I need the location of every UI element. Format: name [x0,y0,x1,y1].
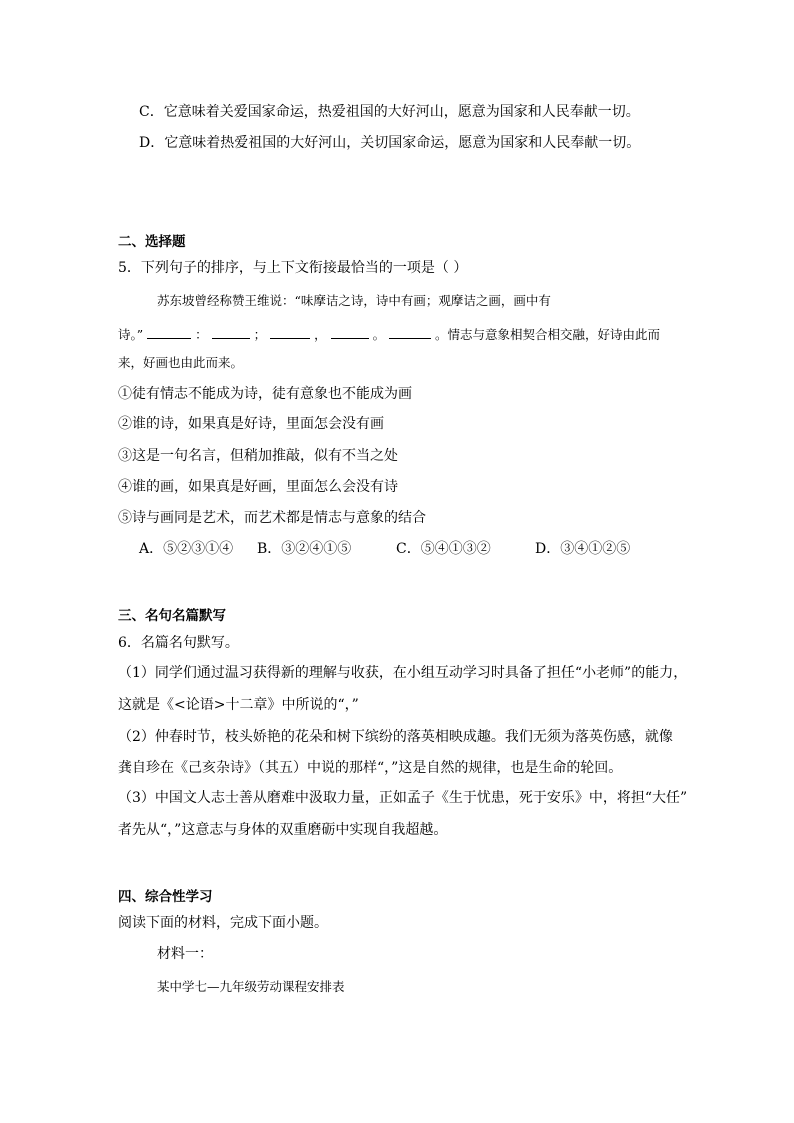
question-5: 5．下列句子的排序，与上下文衔接最恰当的一项是（ ） [118,260,468,276]
separator-period: 。 [372,327,386,342]
answer-blank-2[interactable] [212,324,250,339]
sentence-item-3: ③这是一句名言，但稍加推敲，似有不当之处 [118,448,398,464]
sentence-item-5: ⑤诗与画同是艺术，而艺术都是情志与意象的结合 [118,510,426,526]
passage-line-1: 苏东坡曾经称赞王维说：“味摩诘之诗，诗中有画；观摩诘之画，画中有 [157,293,551,308]
option-d: D．它意味着热爱祖国的大好河山，关切国家命运，愿意为国家和人民奉献一切。 [139,135,641,151]
passage-line-2 [118,324,660,344]
recitation-3-line-2: 者先从“，”这意志与身体的双重磨砺中实现自我超越。 [118,822,448,838]
answer-blank-4[interactable] [331,324,369,339]
answer-blank-1[interactable] [147,324,191,339]
choice-a[interactable]: A．⑤②③①④ [139,541,234,557]
separator-comma: ， [314,327,327,342]
passage-line-2-end: 。情志与意象相契合相交融，好诗由此而 [435,327,661,342]
sentence-item-1: ①徒有情志不能成为诗，徒有意象也不能成为画 [118,386,412,402]
choice-c[interactable]: C．⑤④①③② [396,541,491,557]
material-label: 材料一： [157,946,213,962]
answer-blank-3[interactable] [270,324,310,339]
recitation-2-line-2: 龚自珍在《己亥杂诗》（其五）中说的那样“，”这是自然的规律，也是生命的轮回。 [118,760,623,776]
passage-quote-end: 诗。” [118,327,144,342]
passage-line-3: 来，好画也由此而来。 [118,355,244,370]
recitation-1-line-2: 这就是《<论语>十二章》中所说的“，” [118,697,359,713]
section-heading-choice: 二、选择题 [118,234,186,250]
choice-b[interactable]: B．③②④①⑤ [257,541,352,557]
choice-d[interactable]: D．③④①②⑤ [535,541,631,557]
recitation-1-line-1: （1）同学们通过温习获得新的理解与收获，在小组互动学习时具备了担任“小老师”的能力， [118,665,688,681]
recitation-3-line-1: （3）中国文人志士善从磨难中汲取力量，正如孟子《生于忧患，死于安乐》中，将担“大任” [118,790,688,806]
sentence-item-2: ②谁的诗，如果真是好诗，里面怎会没有画 [118,416,384,432]
reading-instruction: 阅读下面的材料，完成下面小题。 [118,915,328,931]
recitation-2-line-1: （2）仲春时节，枝头娇艳的花朵和树下缤纷的落英相映成趣。我们无须为落英伤感，就像 [118,729,673,745]
answer-blank-5[interactable] [389,324,431,339]
separator-colon: ： [195,327,208,342]
option-c: C．它意味着关爱国家命运，热爱祖国的大好河山，愿意为国家和人民奉献一切。 [139,104,640,120]
section-heading-recitation: 三、名句名篇默写 [118,608,226,624]
question-6: 6．名篇名句默写。 [118,635,239,651]
sentence-item-4: ④谁的画，如果真是好画，里面怎么会没有诗 [118,479,398,495]
table-title: 某中学七—九年级劳动课程安排表 [157,979,345,994]
section-heading-comprehensive: 四、综合性学习 [118,889,213,905]
separator-semicolon: ； [253,327,267,342]
